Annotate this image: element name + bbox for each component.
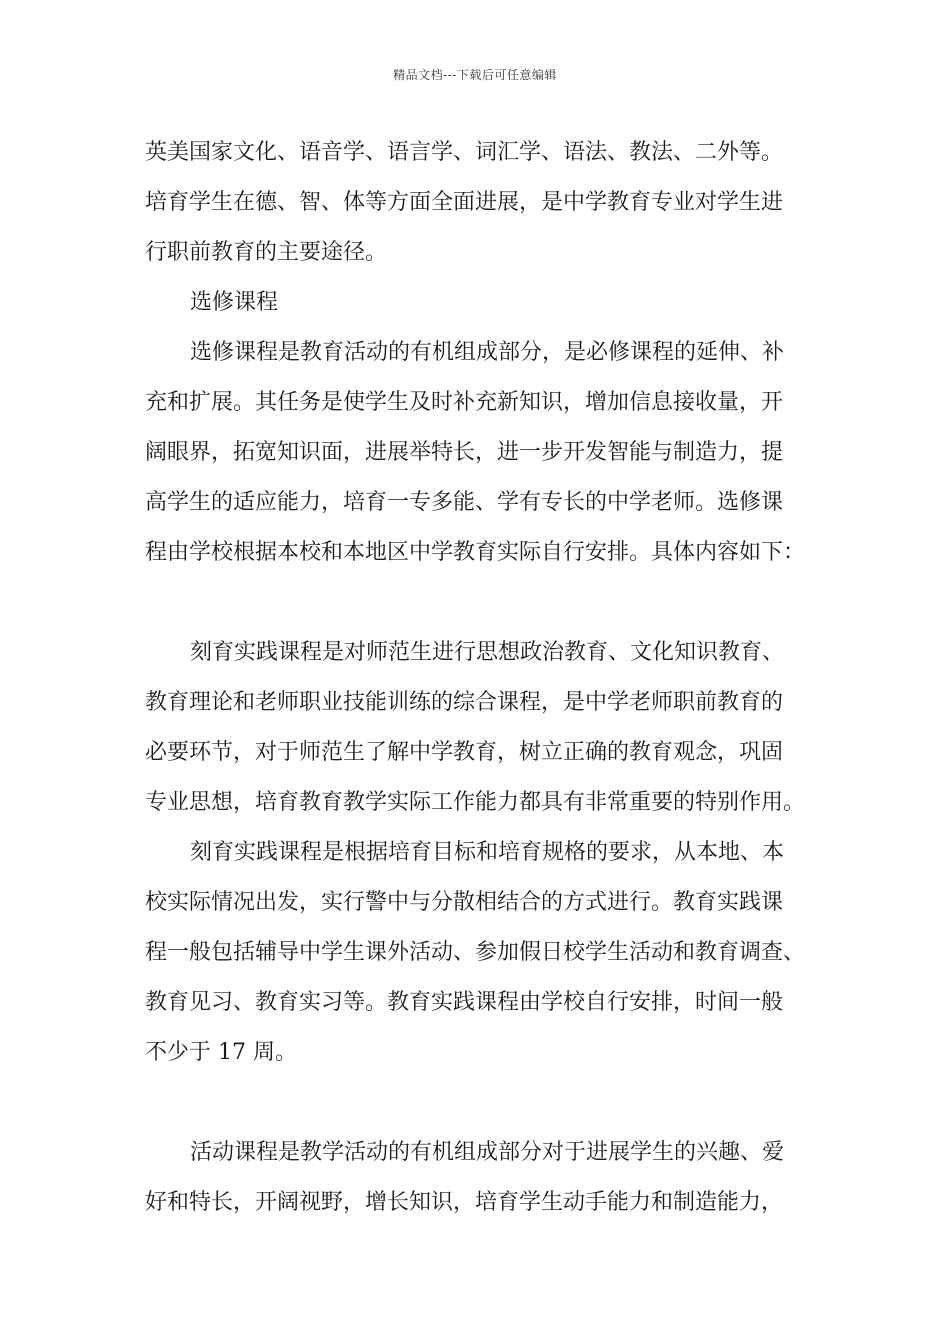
text-line: 行职前教育的主要途径。 [145, 240, 388, 265]
text-line: 好和特长，开阔视野，增长知识，培育学生动手能力和制造能力， [145, 1190, 784, 1215]
paragraph-first-line: 选修课程 [190, 290, 279, 315]
paragraph-first-line: 选修课程是教育活动的有机组成部分，是必修课程的延伸、补 [190, 340, 785, 365]
paragraph-spacer [145, 1078, 815, 1128]
paragraph-first-line: 活动课程是教学活动的有机组成部分对于进展学生的兴趣、爱 [190, 1140, 785, 1165]
text-line: 程由学校根据本校和本地区中学教育实际自行安排。具体内容如下： [145, 540, 806, 565]
text-line: 不少于 17 周。 [145, 1040, 297, 1065]
paragraph-first-line: 刻育实践课程是对师范生进行思想政治教育、文化知识教育、 [190, 640, 785, 665]
text-line: 教育见习、教育实习等。教育实践课程由学校自行安排，时间一般 [145, 990, 784, 1015]
document-body [145, 128, 815, 1228]
page-header: 精品文档---下载后可任意编辑 [393, 68, 557, 82]
text-line: 专业思想，培育教育教学实际工作能力都具有非常重要的特别作用。 [145, 790, 806, 815]
text-line: 教育理论和老师职业技能训练的综合课程，是中学老师职前教育的 [145, 690, 784, 715]
text-line: 校实际情况出发，实行警中与分散相结合的方式进行。教育实践课 [145, 890, 784, 915]
paragraph-first-line: 刻育实践课程是根据培育目标和培育规格的要求，从本地、本 [190, 840, 785, 865]
text-line: 充和扩展。其任务是使学生及时补充新知识，增加信息接收量，开 [145, 390, 784, 415]
text-line: 阔眼界，拓宽知识面，进展举特长，进一步开发智能与制造力，提 [145, 440, 784, 465]
text-line: 必要环节，对于师范生了解中学教育，树立正确的教育观念，巩固 [145, 740, 784, 765]
text-line: 高学生的适应能力，培育一专多能、学有专长的中学老师。选修课 [145, 490, 784, 515]
text-line: 程一般包括辅导中学生课外活动、参加假日校学生活动和教育调查、 [145, 940, 806, 965]
text-line: 英美国家文化、语音学、语言学、词汇学、语法、教法、二外等。 [145, 140, 784, 165]
paragraph-spacer [145, 578, 815, 628]
text-line: 培育学生在德、智、体等方面全面进展，是中学教育专业对学生进 [145, 190, 784, 215]
